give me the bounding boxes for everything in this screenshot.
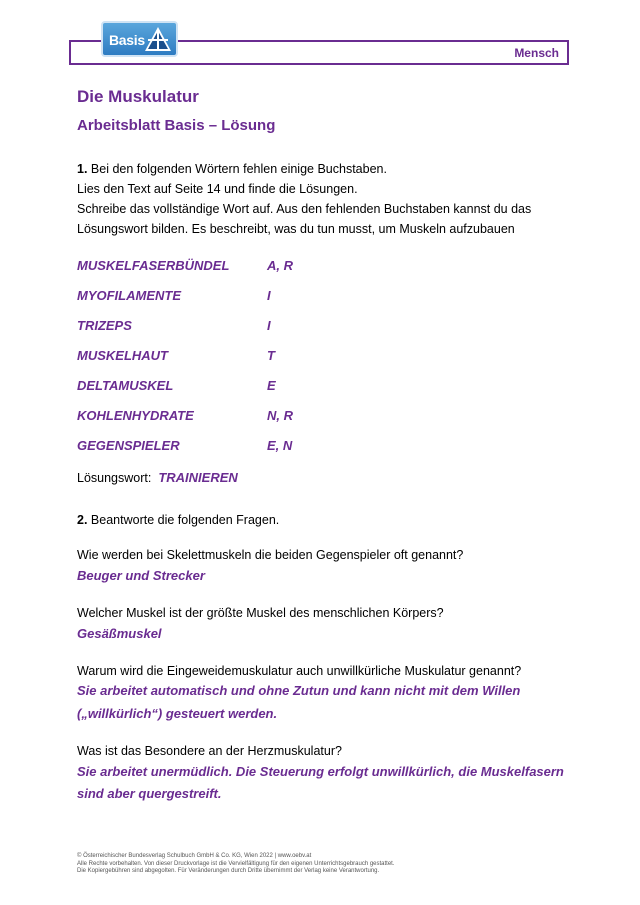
- word: MUSKELFASERBÜNDEL: [77, 258, 230, 273]
- solution-line: [77, 468, 238, 488]
- task1-line-3: Schreibe das vollständige Wort auf. Aus den fehlenden Buchstaben kannst du das: [77, 202, 532, 216]
- solution-label: Lösungswort:: [77, 471, 152, 485]
- missing-letters: I: [267, 318, 271, 333]
- word-row: [77, 408, 337, 428]
- word: MYOFILAMENTE: [77, 288, 181, 303]
- footer-line-1: © Österreichischer Bundesverlag Schulbuch GmbH & Co. KG, Wien 2022 | www.oebv.at: [77, 853, 312, 859]
- task1-line-2: Lies den Text auf Seite 14 und finde die Lösungen.: [77, 182, 358, 196]
- answer-4-line-2: sind aber quergestreift.: [77, 786, 222, 801]
- footer: [77, 853, 395, 876]
- task2-text: Beantworte die folgenden Fragen.: [90, 513, 280, 527]
- missing-letters: T: [267, 348, 275, 363]
- task2-number: 2.: [77, 513, 88, 527]
- footer-line-2: Alle Rechte vorbehalten. Von dieser Druckvorlage ist die Vervielfältigung für den eigenen Unterrichtsgebrauch gestattet.: [77, 860, 395, 867]
- task1-instructions: [77, 159, 531, 239]
- answer-3-line-1: Sie arbeitet automatisch und ohne Zutun und kann nicht mit dem Willen: [77, 683, 521, 698]
- word-row: [77, 438, 337, 458]
- question-4: Was ist das Besondere an der Herzmuskulatur?: [77, 744, 342, 758]
- word: DELTAMUSKEL: [77, 378, 174, 393]
- word-row: [77, 378, 337, 398]
- answer-1: Beuger und Strecker: [77, 568, 205, 583]
- task1-line-1: Bei den folgenden Wörtern fehlen einige Buchstaben.: [90, 162, 387, 176]
- word-row: [77, 348, 337, 368]
- answer-4-line-1: Sie arbeitet unermüdlich. Die Steuerung erfolgt unwillkürlich, die Muskelfasern: [77, 764, 564, 779]
- page-subtitle: Arbeitsblatt Basis – Lösung: [77, 117, 276, 134]
- word: MUSKELHAUT: [77, 348, 168, 363]
- footer-line-3: Die Kopiergebühren sind abgegolten. Für Veränderungen durch Dritte übernimmt der Verlag keine Verantwortung.: [77, 868, 380, 874]
- answer-2: Gesäßmuskel: [77, 626, 162, 641]
- subject-label: Mensch: [514, 46, 559, 60]
- basis-logo: [101, 21, 178, 57]
- word: KOHLENHYDRATE: [77, 408, 194, 423]
- solution-word: TRAINIEREN: [158, 470, 238, 485]
- question-3: Warum wird die Eingeweidemuskulatur auch unwillkürliche Muskulatur genannt?: [77, 664, 522, 678]
- task2-instruction: [77, 510, 279, 530]
- answer-3-line-2: („willkürlich“) gesteuert werden.: [77, 706, 278, 721]
- missing-letters: E, N: [267, 438, 293, 453]
- question-1: Wie werden bei Skelettmuskeln die beiden Gegenspieler oft genannt?: [77, 548, 464, 562]
- word-row: [77, 288, 337, 308]
- word-row: [77, 258, 337, 278]
- word: GEGENSPIELER: [77, 438, 180, 453]
- missing-letters: E: [267, 378, 276, 393]
- page-title: Die Muskulatur: [77, 87, 199, 106]
- missing-letters: A, R: [267, 258, 293, 273]
- word: TRIZEPS: [77, 318, 132, 333]
- logo-text: Basis: [109, 32, 145, 48]
- missing-letters: N, R: [267, 408, 293, 423]
- missing-letters: I: [267, 288, 271, 303]
- triangle-logo-icon: [144, 26, 172, 52]
- question-2: Welcher Muskel ist der größte Muskel des menschlichen Körpers?: [77, 606, 444, 620]
- task1-line-4: Lösungswort bilden. Es beschreibt, was du tun musst, um Muskeln aufzubauen: [77, 222, 515, 236]
- word-row: [77, 318, 337, 338]
- task1-number: 1.: [77, 162, 88, 176]
